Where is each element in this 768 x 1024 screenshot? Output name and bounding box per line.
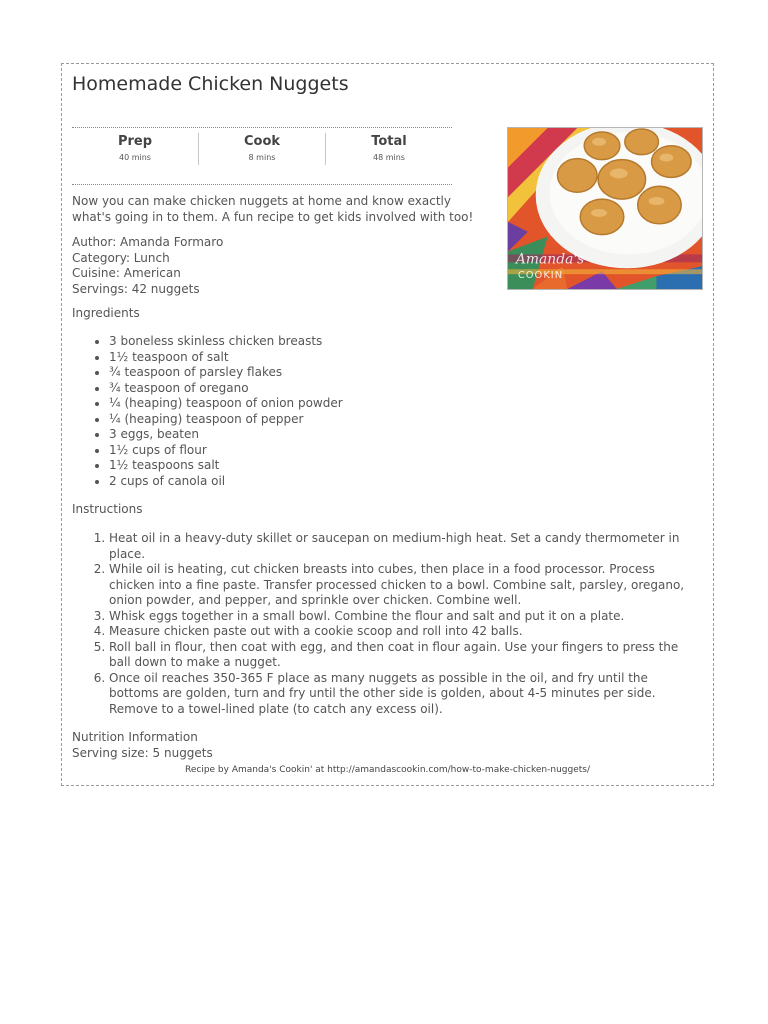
ingredient-item: • 3 boneless skinless chicken breasts: [109, 334, 343, 350]
ingredient-item: • 1½ teaspoon of salt: [109, 350, 343, 366]
ingredient-item: • 3 eggs, beaten: [109, 427, 343, 443]
photo-watermark-text: COOKIN: [517, 270, 564, 282]
total-time-label: Total: [371, 134, 407, 149]
ingredient-item: • ¾ teaspoon of oregano: [109, 381, 343, 397]
serving-size: Serving size: 5 nuggets: [72, 745, 213, 760]
instruction-step: 4. Measure chicken paste out with a cookie scoop and roll into 42 balls.: [109, 624, 692, 640]
instruction-step: 6. Once oil reaches 350-365 F place as many nuggets as possible in the oil, and fry until the bottoms are golden, turn and fry until the other side is golden, about 4-5 minutes per side. Remove to a towel-lined plate (to catch any excess oil).: [109, 671, 692, 718]
photo-watermark-script: Amanda's: [515, 251, 585, 268]
prep-time-label: Prep: [117, 134, 153, 149]
total-time: [325, 133, 452, 165]
instructions-list: [72, 531, 692, 717]
recipe-servings: Servings: 42 nuggets: [72, 281, 200, 296]
prep-time-value: 40 mins: [119, 153, 151, 162]
instructions-heading: Instructions: [72, 502, 143, 516]
instruction-step: 2. While oil is heating, cut chicken breasts into cubes, then place in a food processor. Process chicken into a fine paste. Transfer processed chicken to a bowl. Combine salt, parsley, oregano, onion powder, and pepper, and sprinkle over chicken. Combine well.: [109, 562, 692, 609]
recipe-credit: Recipe by Amanda's Cookin' at http://amandascookin.com/how-to-make-chicken-nuggets/: [184, 765, 590, 775]
recipe-times: [72, 127, 452, 185]
recipe-meta: [72, 235, 223, 297]
ingredient-item: • ¼ (heaping) teaspoon of onion powder: [109, 396, 343, 412]
recipe-author: Author: Amanda Formaro: [72, 235, 224, 249]
ingredient-item: • 1½ teaspoons salt: [109, 458, 343, 474]
nutrition-heading: Nutrition Information: [72, 730, 198, 744]
ingredients-list: [72, 334, 343, 489]
ingredient-item: • 2 cups of canola oil: [109, 474, 343, 490]
recipe-cuisine: Cuisine: American: [72, 266, 181, 280]
cook-time-value: 8 mins: [248, 153, 276, 162]
ingredient-item: • 1½ cups of flour: [109, 443, 343, 459]
instruction-step: 3. Whisk eggs together in a small bowl. Combine the flour and salt and put it on a plate.: [109, 609, 692, 625]
recipe-title: Homemade Chicken Nuggets: [72, 73, 349, 95]
cook-time-label: Cook: [243, 134, 281, 149]
recipe-photo: [507, 127, 703, 290]
recipe-category: Category: Lunch: [72, 250, 170, 265]
instruction-step: 1. Heat oil in a heavy-duty skillet or saucepan on medium-high heat. Set a candy thermometer in place.: [109, 531, 692, 562]
recipe-description: Now you can make chicken nuggets at home and know exactly what's going in to them. A fun recipe to get kids involved with too!: [72, 194, 474, 224]
ingredient-item: • ¼ (heaping) teaspoon of pepper: [109, 412, 343, 428]
prep-time: [72, 133, 198, 165]
instruction-step: 5. Roll ball in flour, then coat with egg, and then coat in flour again. Use your fingers to press the ball down to make a nugget.: [109, 640, 692, 671]
ingredient-item: • ¾ teaspoon of parsley flakes: [109, 365, 343, 381]
cook-time: [198, 133, 325, 165]
total-time-value: 48 mins: [373, 153, 405, 162]
recipe-card: [61, 63, 714, 786]
nutrition-info: [72, 730, 213, 761]
ingredients-heading: Ingredients: [72, 306, 140, 320]
